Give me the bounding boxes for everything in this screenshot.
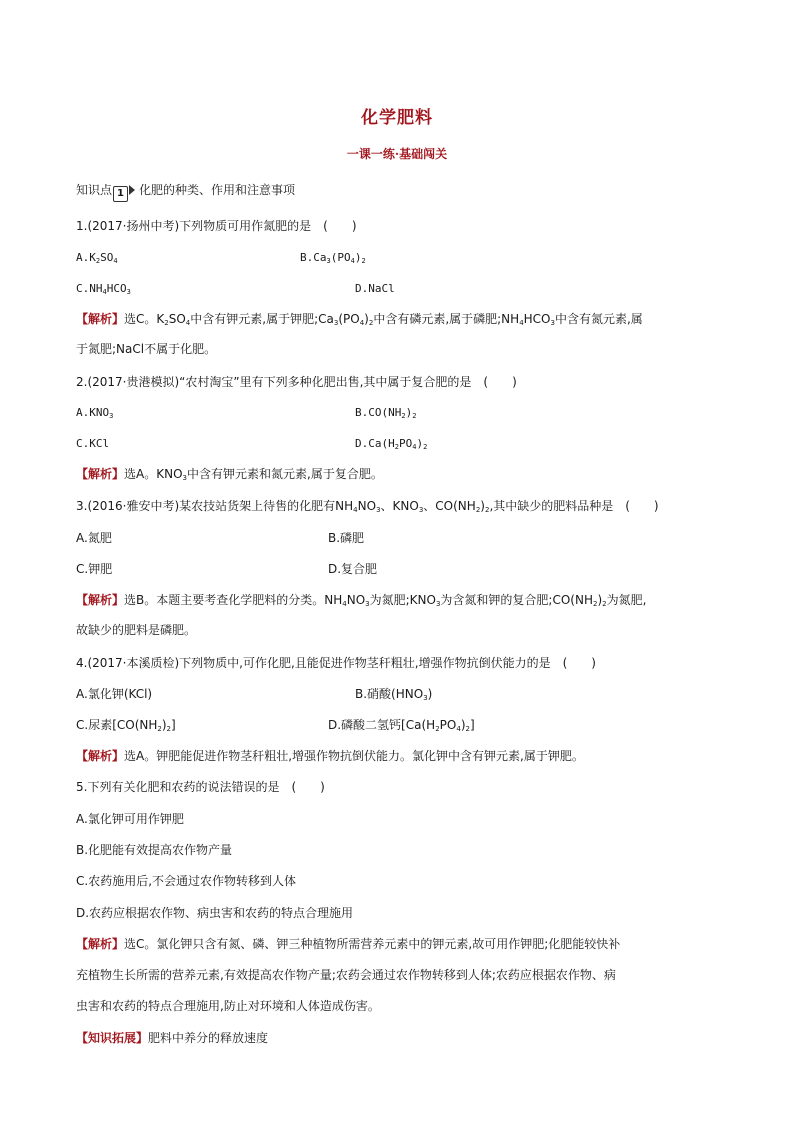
question-2-option-d: $D.Ca(H_2PO_4)_2$ bbox=[355, 437, 428, 451]
question-4-stem: 4.(2017·本溪质检)下列物质中,可作化肥,且能促进作物茎秆粗壮,增强作物抗倒伏能力的是 ( ) bbox=[76, 656, 596, 670]
question-5-stem: 5.下列有关化肥和农药的说法错误的是 ( ) bbox=[76, 780, 325, 794]
page-title: 化学肥料 bbox=[361, 108, 433, 128]
question-3-analysis: 【解析】选B。本题主要考查化学肥料的分类。$NH_4NO_3$为氮肥$;KNO_3$为含氮和钾的复合肥$;CO(NH_2)_2$为氮肥, bbox=[76, 593, 647, 608]
question-3-option-a: A.氮肥 bbox=[76, 531, 112, 545]
question-3-stem: 3.(2016·雅安中考)某农技站货架上待售的化肥有$NH_4NO_3$、$KNO_3$、$CO(NH_2)_2$,其中缺少的肥料品种是 ( ) bbox=[76, 499, 659, 514]
question-2-stem: 2.(2017·贵港模拟)“农村淘宝”里有下列多种化肥出售,其中属于复合肥的是 ( ) bbox=[76, 375, 517, 389]
question-1-option-d: D.NaCl bbox=[355, 282, 395, 295]
question-1-analysis: 【解析】选C。$K_2SO_4$中含有钾元素,属于钾肥$;Ca_3(PO_4)_2$中含有磷元素,属于磷肥$;NH_4HCO_3$中含有氮元素,属 bbox=[76, 312, 643, 327]
question-2-option-a: $A.KNO_3$ bbox=[76, 406, 114, 420]
question-4-option-c: C.尿素$[CO(NH_2)_2]$ bbox=[76, 718, 176, 733]
question-5-analysis-cont-2: 虫害和农药的特点合理施用,防止对环境和人体造成伤害。 bbox=[76, 999, 380, 1013]
knowledge-point-number-badge: 1 bbox=[113, 186, 128, 202]
question-3-option-d: D.复合肥 bbox=[328, 562, 378, 576]
question-2-analysis: 【解析】选A。$KNO_3$中含有钾元素和氮元素,属于复合肥。 bbox=[76, 467, 383, 482]
question-2-option-c: C.KCl bbox=[76, 437, 110, 450]
question-1-analysis-cont: 于氮肥;NaCl不属于化肥。 bbox=[76, 342, 217, 356]
question-4-option-a: A.氯化钾(KCl) bbox=[76, 687, 153, 701]
question-4-analysis: 【解析】选A。钾肥能促进作物茎秆粗壮,增强作物抗倒伏能力。氯化钾中含有钾元素,属于钾肥。 bbox=[76, 749, 584, 763]
knowledge-point-heading: 知识点 1 化肥的种类、作用和注意事项 bbox=[76, 182, 295, 202]
question-3-option-b: B.磷肥 bbox=[328, 531, 365, 545]
question-5-option-c: C.农药施用后,不会通过农作物转移到人体 bbox=[76, 874, 297, 888]
question-5-analysis-cont-1: 充植物生长所需的营养元素,有效提高农作物产量;农药会通过农作物转移到人体;农药应根据农作物、病 bbox=[76, 968, 616, 982]
question-3-option-c: C.钾肥 bbox=[76, 562, 113, 576]
question-1-option-c: $C.NH_4HCO_3$ bbox=[76, 282, 131, 296]
question-1-stem: 1.(2017·扬州中考)下列物质可用作氮肥的是 ( ) bbox=[76, 219, 357, 233]
question-2-option-b: $B.CO(NH_2)_2$ bbox=[355, 406, 417, 420]
question-5-option-b: B.化肥能有效提高农作物产量 bbox=[76, 843, 233, 857]
page-subtitle: 一课一练·基础闯关 bbox=[346, 147, 448, 161]
knowledge-extension: 【知识拓展】肥料中养分的释放速度 bbox=[76, 1031, 269, 1045]
question-5-analysis: 【解析】选C。氯化钾只含有氮、磷、钾三种植物所需营养元素中的钾元素,故可用作钾肥;化肥能较快补 bbox=[76, 937, 621, 951]
question-1-option-a: $A.K_2SO_4$ bbox=[76, 251, 118, 265]
question-3-analysis-cont: 故缺少的肥料是磷肥。 bbox=[76, 623, 197, 637]
arrow-icon bbox=[129, 185, 135, 195]
question-1-option-b: $B.Ca_3(PO_4)_2$ bbox=[300, 251, 366, 265]
question-5-option-d: D.农药应根据农作物、病虫害和农药的特点合理施用 bbox=[76, 906, 354, 920]
question-4-option-d: D.磷酸二氢钙$[Ca(H_2PO_4)_2]$ bbox=[328, 718, 475, 733]
question-5-option-a: A.氯化钾可用作钾肥 bbox=[76, 812, 184, 826]
question-4-option-b: B.硝酸$(HNO_3)$ bbox=[355, 687, 433, 702]
